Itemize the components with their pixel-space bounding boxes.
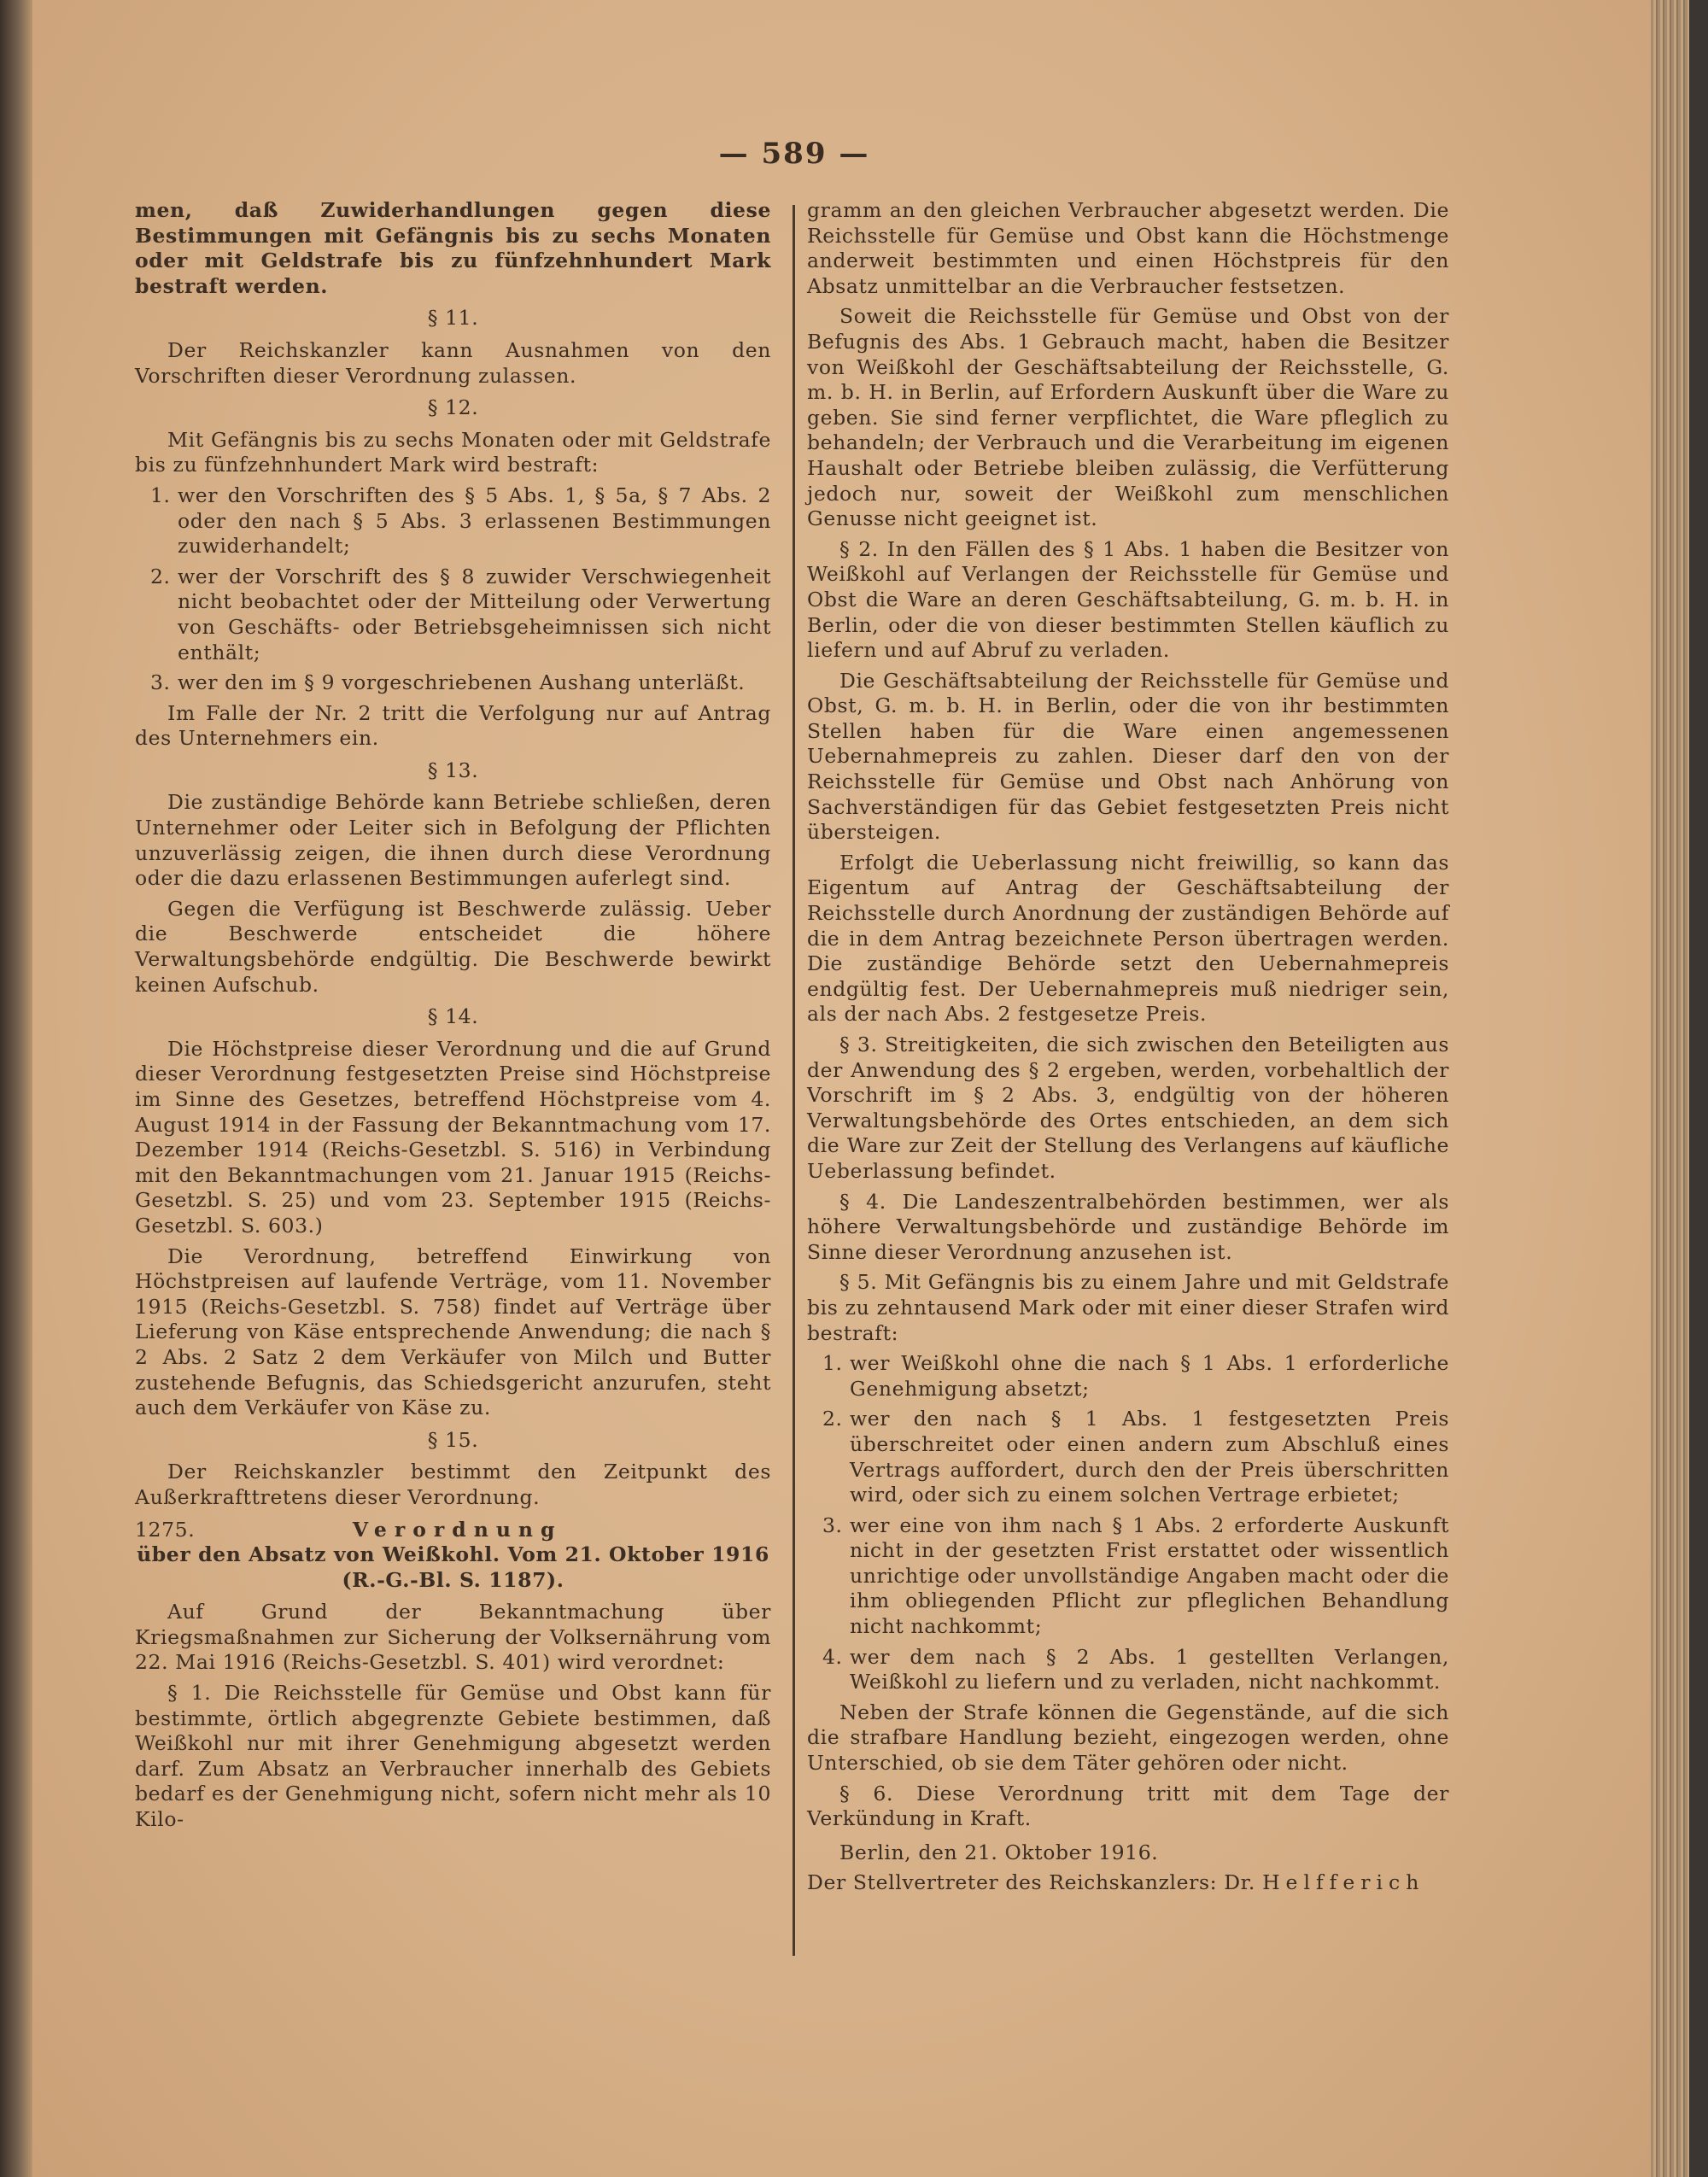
section-heading: § 13. xyxy=(427,758,479,782)
book-binding-edge xyxy=(0,0,32,2177)
paragraph: § 1. Die Reichsstelle für Gemüse und Obst kann für bestimmte, örtlich abgegrenzte Gebiete bestimmen, daß Weißkohl nur mit ihrer Genehmigung abgesetzt werden darf. Zum Absatz an Verbraucher innerhalb des Gebiets bedarf es der Genehmigung nicht, sofern nicht mehr als 10 Kilo- xyxy=(135,1681,771,1832)
list-item xyxy=(822,1351,1449,1402)
signature-name: Helfferich xyxy=(1262,1870,1425,1895)
item-number: 1. xyxy=(822,1351,843,1376)
paragraph: Auf Grund der Bekanntmachung über Kriegsmaßnahmen zur Sicherung der Volksernährung vom 22. Mai 1916 (Reichs-Gesetzbl. S. 401) wird verordnet: xyxy=(135,1600,771,1675)
paragraph: men, daß Zuwiderhandlungen gegen diese Bestimmungen mit Gefängnis bis zu sechs Monaten oder mit Geldstrafe bis zu fünfzehnhundert Mark bestraft werden. xyxy=(135,198,771,298)
section-heading: § 12. xyxy=(427,395,479,420)
paragraph: Neben der Strafe können die Gegenstände, auf die sich die strafbare Handlung bezieht, eingezogen werden, ohne Unterschied, ob sie dem Täter gehören oder nicht. xyxy=(807,1700,1449,1776)
paragraph: Im Falle der Nr. 2 tritt die Verfolgung nur auf Antrag des Unternehmers ein. xyxy=(135,700,771,751)
paragraph: Mit Gefängnis bis zu sechs Monaten oder mit Geldstrafe bis zu fünfzehnhundert Mark wird bestraft: xyxy=(135,427,771,477)
item-number: 3. xyxy=(822,1513,843,1537)
date-line: Berlin, den 21. Oktober 1916. xyxy=(839,1840,1159,1864)
ordinance-title: Verordnung xyxy=(352,1517,563,1542)
book-cover-shadow xyxy=(1689,0,1708,2177)
section-heading: § 14. xyxy=(427,1004,479,1029)
item-number: 2. xyxy=(822,1407,843,1431)
paragraph: Die Höchstpreise dieser Verordnung und die auf Grund dieser Verordnung festgesetzten Preise sind Höchstpreise im Sinne des Gesetzes, betreffend Höchstpreise vom 4. August 1914 in der Fassung der Bekanntmachung vom 17. Dezember 1914 (Reichs-Gesetzbl. S. 516) in Verbindung mit den Bekanntmachungen vom 21. Januar 1915 (Reichs-Gesetzbl. S. 25) und vom 23. September 1915 (Reichs-Gesetzbl. S. 603.) xyxy=(135,1036,771,1238)
ordinance-subtitle: über den Absatz von Weißkohl. Vom 21. Oktober 1916 xyxy=(137,1542,769,1567)
paragraph: Der Reichskanzler bestimmt den Zeitpunkt des Außerkrafttretens dieser Verordnung. xyxy=(135,1460,771,1509)
item-number: 1. xyxy=(150,483,171,507)
item-text: wer den nach § 1 Abs. 1 festgesetzten Preis überschreitet oder einen andern zum Abschluß eines Vertrags auffordert, durch den der Preis überschritten wird, oder sich zu einem solchen Vertrage erbietet; xyxy=(850,1407,1449,1507)
item-number: 3. xyxy=(150,670,171,695)
list-item xyxy=(150,483,771,559)
signature-prefix: Der Stellvertreter des Reichskanzlers: Dr. xyxy=(807,1870,1255,1895)
item-text: wer den Vorschriften des § 5 Abs. 1, § 5a, § 7 Abs. 2 oder den nach § 5 Abs. 3 erlassenen Bestimmungen zuwiderhandelt; xyxy=(178,483,771,559)
item-text: wer den im § 9 vorgeschriebenen Aushang unterläßt. xyxy=(178,670,746,695)
signature-line xyxy=(807,1870,1449,1896)
paragraph: § 5. Mit Gefängnis bis zu einem Jahre und mit Geldstrafe bis zu zehntausend Mark oder mit einer dieser Strafen wird bestraft: xyxy=(807,1270,1449,1345)
column-rule xyxy=(793,205,795,1956)
right-column xyxy=(807,198,1449,1901)
left-column xyxy=(135,198,771,1838)
book-page-edges xyxy=(1651,0,1708,2177)
item-text: wer der Vorschrift des § 8 zuwider Verschwiegenheit nicht beobachtet oder der Mitteilung oder Verwertung von Geschäfts- oder Betriebsgeheimnissen sich nicht enthält; xyxy=(178,564,771,664)
paragraph: Die zuständige Behörde kann Betriebe schließen, deren Unternehmer oder Leiter sich in Befolgung der Pflichten unzuverlässig zeigen, die ihnen durch diese Verordnung oder die dazu erlassenen Bestimmungen auferlegt sind. xyxy=(135,790,771,891)
list-item xyxy=(822,1513,1449,1640)
paragraph: Soweit die Reichsstelle für Gemüse und Obst von der Befugnis des Abs. 1 Gebrauch macht, haben die Besitzer von Weißkohl der Geschäftsabteilung der Reichsstelle, G. m. b. H. in Berlin, auf Erfordern Auskunft über die Ware zu geben. Sie sind ferner verpflichtet, die Ware pfleglich zu behandeln; der Verbrauch und die Verarbeitung im eigenen Haushalt oder Betriebe bleiben zulässig, die Verfütterung jedoch nur, soweit der Weißkohl zum menschlichen Genusse nicht geeignet ist. xyxy=(807,304,1449,531)
item-text: wer dem nach § 2 Abs. 1 gestellten Verlangen, Weißkohl zu liefern und zu verladen, nicht nachkommt. xyxy=(850,1644,1449,1694)
list-item xyxy=(150,565,771,665)
paragraph: Die Verordnung, betreffend Einwirkung von Höchstpreisen auf laufende Verträge, vom 11. November 1915 (Reichs-Gesetzbl. S. 758) findet auf Verträge über Lieferung von Käse entsprechende Anwendung; die nach § 2 Abs. 2 Satz 2 dem Verkäufer von Milch und Butter zustehende Befugnis, das Schiedsgericht anzurufen, steht auch dem Verkäufer von Käse zu. xyxy=(135,1244,771,1420)
section-heading: § 11. xyxy=(427,306,479,331)
paragraph: gramm an den gleichen Verbraucher abgesetzt werden. Die Reichsstelle für Gemüse und Obst kann die Höchstmenge anderweit bestimmten und einen Höchstpreis für den Absatz unmittelbar an die Verbraucher festsetzen. xyxy=(807,198,1449,298)
list-item xyxy=(822,1407,1449,1507)
ordinance-header xyxy=(135,1518,771,1543)
page-number: — 589 — xyxy=(718,137,870,171)
paragraph: Die Geschäftsabteilung der Reichsstelle für Gemüse und Obst, G. m. b. H. in Berlin, oder die von ihr bestimmten Stellen haben für die Ware einen angemessenen Uebernahmepreis zu zahlen. Dieser darf den von der Reichsstelle für Gemüse und Obst nach Anhörung von Sachverständigen für das Gebiet festgesetzten Preis nicht übersteigen. xyxy=(807,668,1449,845)
paragraph: Erfolgt die Ueberlassung nicht freiwillig, so kann das Eigentum auf Antrag der Geschäftsabteilung der Reichsstelle durch Anordnung der zuständigen Behörde auf die in dem Antrag bezeichnete Person übertragen werden. Die zuständige Behörde setzt den Uebernahmepreis endgültig fest. Der Uebernahmepreis muß niedriger sein, als der nach Abs. 2 festgesetze Preis. xyxy=(807,850,1449,1027)
paragraph: Gegen die Verfügung ist Beschwerde zulässig. Ueber die Beschwerde entscheidet die höhere Verwaltungsbehörde endgültig. Die Beschwerde bewirkt keinen Aufschub. xyxy=(135,896,771,997)
paragraph: Der Reichskanzler kann Ausnahmen von den Vorschriften dieser Verordnung zulassen. xyxy=(135,337,771,388)
ordinance-number: 1275. xyxy=(135,1517,196,1542)
paragraph: § 6. Diese Verordnung tritt mit dem Tage der Verkündung in Kraft. xyxy=(807,1781,1449,1831)
section-heading: § 15. xyxy=(427,1427,479,1452)
list-item xyxy=(822,1645,1449,1695)
item-number: 4. xyxy=(822,1644,843,1669)
item-text: wer Weißkohl ohne die nach § 1 Abs. 1 erforderliche Genehmigung absetzt; xyxy=(850,1351,1449,1401)
paragraph: § 2. In den Fällen des § 1 Abs. 1 haben die Besitzer von Weißkohl auf Verlangen der Reichsstelle für Gemüse und Obst die Ware an deren Geschäftsabteilung, G. m. b. H. in Berlin, oder die von dieser bestimmten Stellen käuflich zu liefern und auf Abruf zu verladen. xyxy=(807,536,1449,663)
item-number: 2. xyxy=(150,564,171,588)
list-item xyxy=(150,670,771,696)
ordinance-reference: (R.-G.-Bl. S. 1187). xyxy=(342,1567,564,1592)
paragraph: § 4. Die Landeszentralbehörden bestimmen, wer als höhere Verwaltungsbehörde und zuständige Behörde im Sinne dieser Verordnung anzusehen ist. xyxy=(807,1189,1449,1264)
item-text: wer eine von ihm nach § 1 Abs. 2 erforderte Auskunft nicht in der gesetzten Frist erstattet oder wissentlich unrichtige oder unvollständige Angaben macht oder die ihm obliegenden Pflicht zur pfleglichen Behandlung nicht nachkommt; xyxy=(850,1513,1449,1639)
paragraph: § 3. Streitigkeiten, die sich zwischen den Beteiligten aus der Anwendung des § 2 ergeben, werden, vorbehaltlich der Vorschrift im § 2 Abs. 3, endgültig von der höheren Verwaltungsbehörde des Ortes entschieden, an dem sich die Ware zur Zeit der Stellung des Verlangens auf käufliche Ueberlassung befindet. xyxy=(807,1033,1449,1183)
